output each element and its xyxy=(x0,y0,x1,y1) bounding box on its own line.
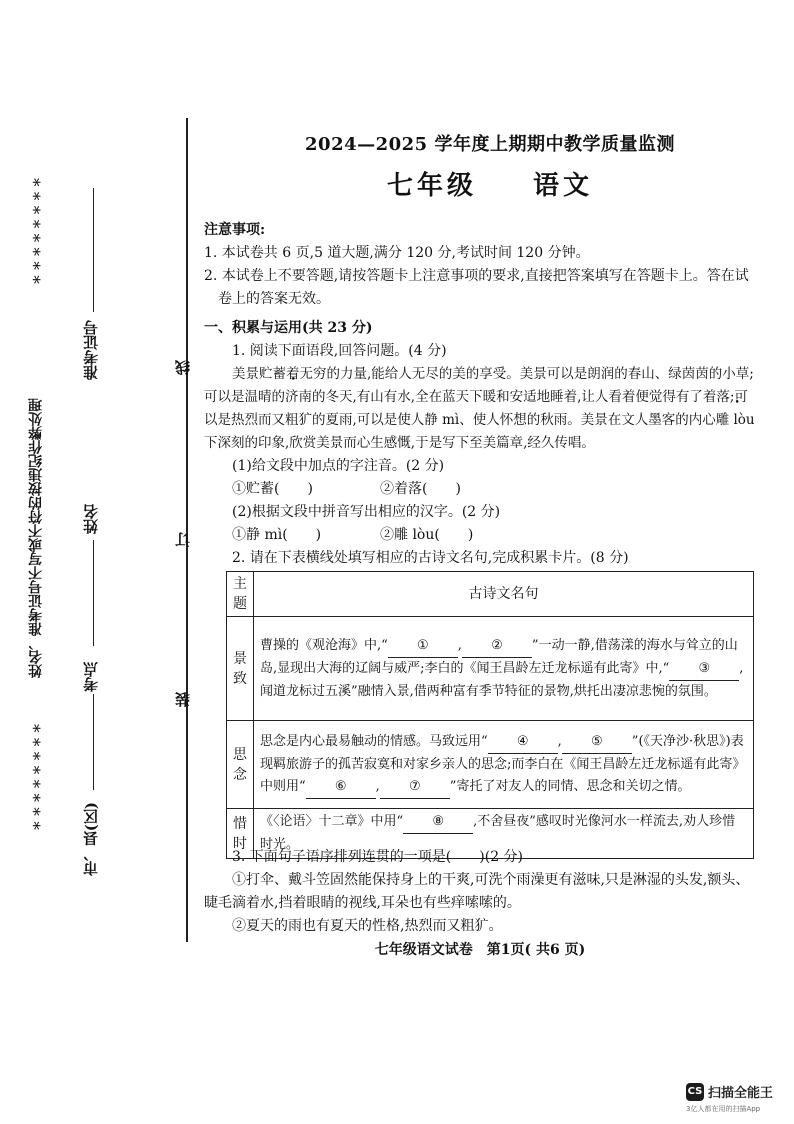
q1-stem: 1. 阅读下面语段,回答问题。(4 分) xyxy=(232,343,447,359)
theme-header: 主题 xyxy=(227,572,254,617)
binding-line xyxy=(186,118,188,942)
star-column-bottom: * * * * * * * * xyxy=(23,724,43,830)
blank-2[interactable]: ② xyxy=(462,635,532,658)
q3-sentence-1: ①打伞、戴斗笠固然能保持身上的干爽,可洗个雨澡更有滋味,只是淋湿的头发,额头、睫毛滴着水,挡着眼睛的视线,耳朵也有些痒嗦嗦的。 xyxy=(204,872,750,911)
name-label: 姓名 xyxy=(82,504,100,534)
q1-passage: 美景贮蓄着无穷的力量,能给人无尽的美的享受。美景可以是朗润的春山、绿茵茵的小草;可以是温晴的济南的冬天,有山有水,全在蓝天下暖和安适地睡着,让人看着便觉得有了着落;可以是热烈而又粗犷的夏雨,可以是使人静 mì、使人怀想的秋雨。美景在文人墨客的内心雕 lòu 下深刻的印象,欣赏美景而心生感慨,于是写下至美篇章,经久传唱。 xyxy=(204,366,755,451)
star-column-top: * * * * * * * * xyxy=(23,178,43,284)
exam-no-label: 准考证号 xyxy=(82,320,100,380)
q1-1-b[interactable]: ②着落( ) xyxy=(380,481,461,497)
page-footer: 七年级语文试卷 第1页( 共6 页) xyxy=(374,942,586,958)
theme-cell: 惜时 xyxy=(227,809,254,859)
q1-2: (2)根据文段中拼音写出相应的汉字。(2 分) xyxy=(232,504,501,520)
scanner-logo-icon: CS xyxy=(686,1083,704,1101)
q2-stem: 2. 请在下表横线处填写相应的古诗文名句,完成积累卡片。(8 分) xyxy=(232,550,629,566)
q1-1-a[interactable]: ①贮蓄( ) xyxy=(232,481,313,497)
scanner-name: 扫描全能王 xyxy=(708,1086,774,1101)
table-header-row xyxy=(227,572,754,617)
binding-notice: 姓名、准考证号不写或不符的按违纪作弊处理 xyxy=(28,398,44,678)
blank-1[interactable]: ① xyxy=(388,635,458,658)
content-header: 古诗文名句 xyxy=(254,572,754,617)
dotted-char-1: 蓄 xyxy=(272,366,286,382)
section1-heading: 一、积累与运用(共 23 分) xyxy=(204,320,373,336)
table-row xyxy=(227,721,754,809)
q1-2-a[interactable]: ①静 mì( ) xyxy=(232,527,322,543)
q1-1: (1)给文段中加点的字注音。(2 分) xyxy=(232,458,445,474)
subject-label: 语文 xyxy=(533,171,594,201)
notes-item-1: 1. 本试卷共 6 页,5 道大题,满分 120 分,考试时间 120 分钟。 xyxy=(204,245,590,261)
exam-site-blank[interactable] xyxy=(93,694,94,790)
blank-7[interactable]: ⑦ xyxy=(380,776,450,799)
blank-5[interactable]: ⑤ xyxy=(562,731,632,754)
city-label: 市、县(区) xyxy=(82,802,100,877)
dotted-char-2: 落 xyxy=(716,389,730,405)
zhuang-label: 装 xyxy=(174,692,192,707)
line-label: 线 xyxy=(174,360,192,375)
grade-subject xyxy=(200,165,780,202)
name-blank[interactable] xyxy=(93,540,94,646)
exam-no-blank[interactable] xyxy=(93,188,94,312)
notes-heading: 注意事项: xyxy=(204,222,266,238)
content-cell: 思念是内心最易触动的情感。马致远用“ ④ , ⑤ ”(《天净沙·秋思》)表现羁旅游子的孤苦寂寞和对家乡亲人的思念;而李白在《闻王昌龄左迁龙标遥有此寄》中则用“ ⑥ , ⑦ ”寄托了对友人的同情、思念和关切之情。 xyxy=(254,721,754,809)
poem-table xyxy=(226,571,754,859)
blank-8[interactable]: ⑧ xyxy=(403,811,473,834)
exam-title: 2024—2025 学年度上期期中教学质量监测 xyxy=(305,134,675,155)
blank-6[interactable]: ⑥ xyxy=(306,776,376,799)
exam-site-label: 考点 xyxy=(82,662,100,692)
notes-item-2: 2. 本试卷上不要答题,请按答题卡上注意事项的要求,直接把答案填写在答题卡上。答在试卷上的答案无效。 xyxy=(204,268,749,307)
theme-cell: 景致 xyxy=(227,617,254,721)
q3-stem: 3. 下面句子语序排列连贯的一项是( )(2 分) xyxy=(232,849,524,865)
grade-label: 七年级 xyxy=(386,171,477,201)
notes-block xyxy=(204,219,756,311)
content-cell: 曹操的《观沧海》中,“ ① , ② ”一动一静,借荡漾的海水与耸立的山岛,显现出大海的辽阔与威严;李白的《闻王昌龄左迁龙标遥有此寄》中,“ ③ ,闻道龙标过五溪”融情入景,借两种富有季节特征的景物,烘托出凄凉悲惋的氛围。 xyxy=(254,617,754,721)
blank-3[interactable]: ③ xyxy=(669,658,739,681)
blank-4[interactable]: ④ xyxy=(488,731,558,754)
q1-2-b[interactable]: ②雕 lòu( ) xyxy=(380,527,474,543)
ding-label: 订 xyxy=(174,532,192,547)
content-cell: 《〈论语〉十二章》中用“ ⑧ ,不舍昼夜”感叹时光像河水一样流去,劝人珍惜时光。 xyxy=(254,809,754,859)
scanner-tagline: 3亿人都在用的扫描App xyxy=(686,1105,761,1113)
table-row xyxy=(227,617,754,721)
theme-cell: 思念 xyxy=(227,721,254,809)
q3-sentence-2: ②夏天的雨也有夏天的性格,热烈而又粗犷。 xyxy=(232,918,503,934)
